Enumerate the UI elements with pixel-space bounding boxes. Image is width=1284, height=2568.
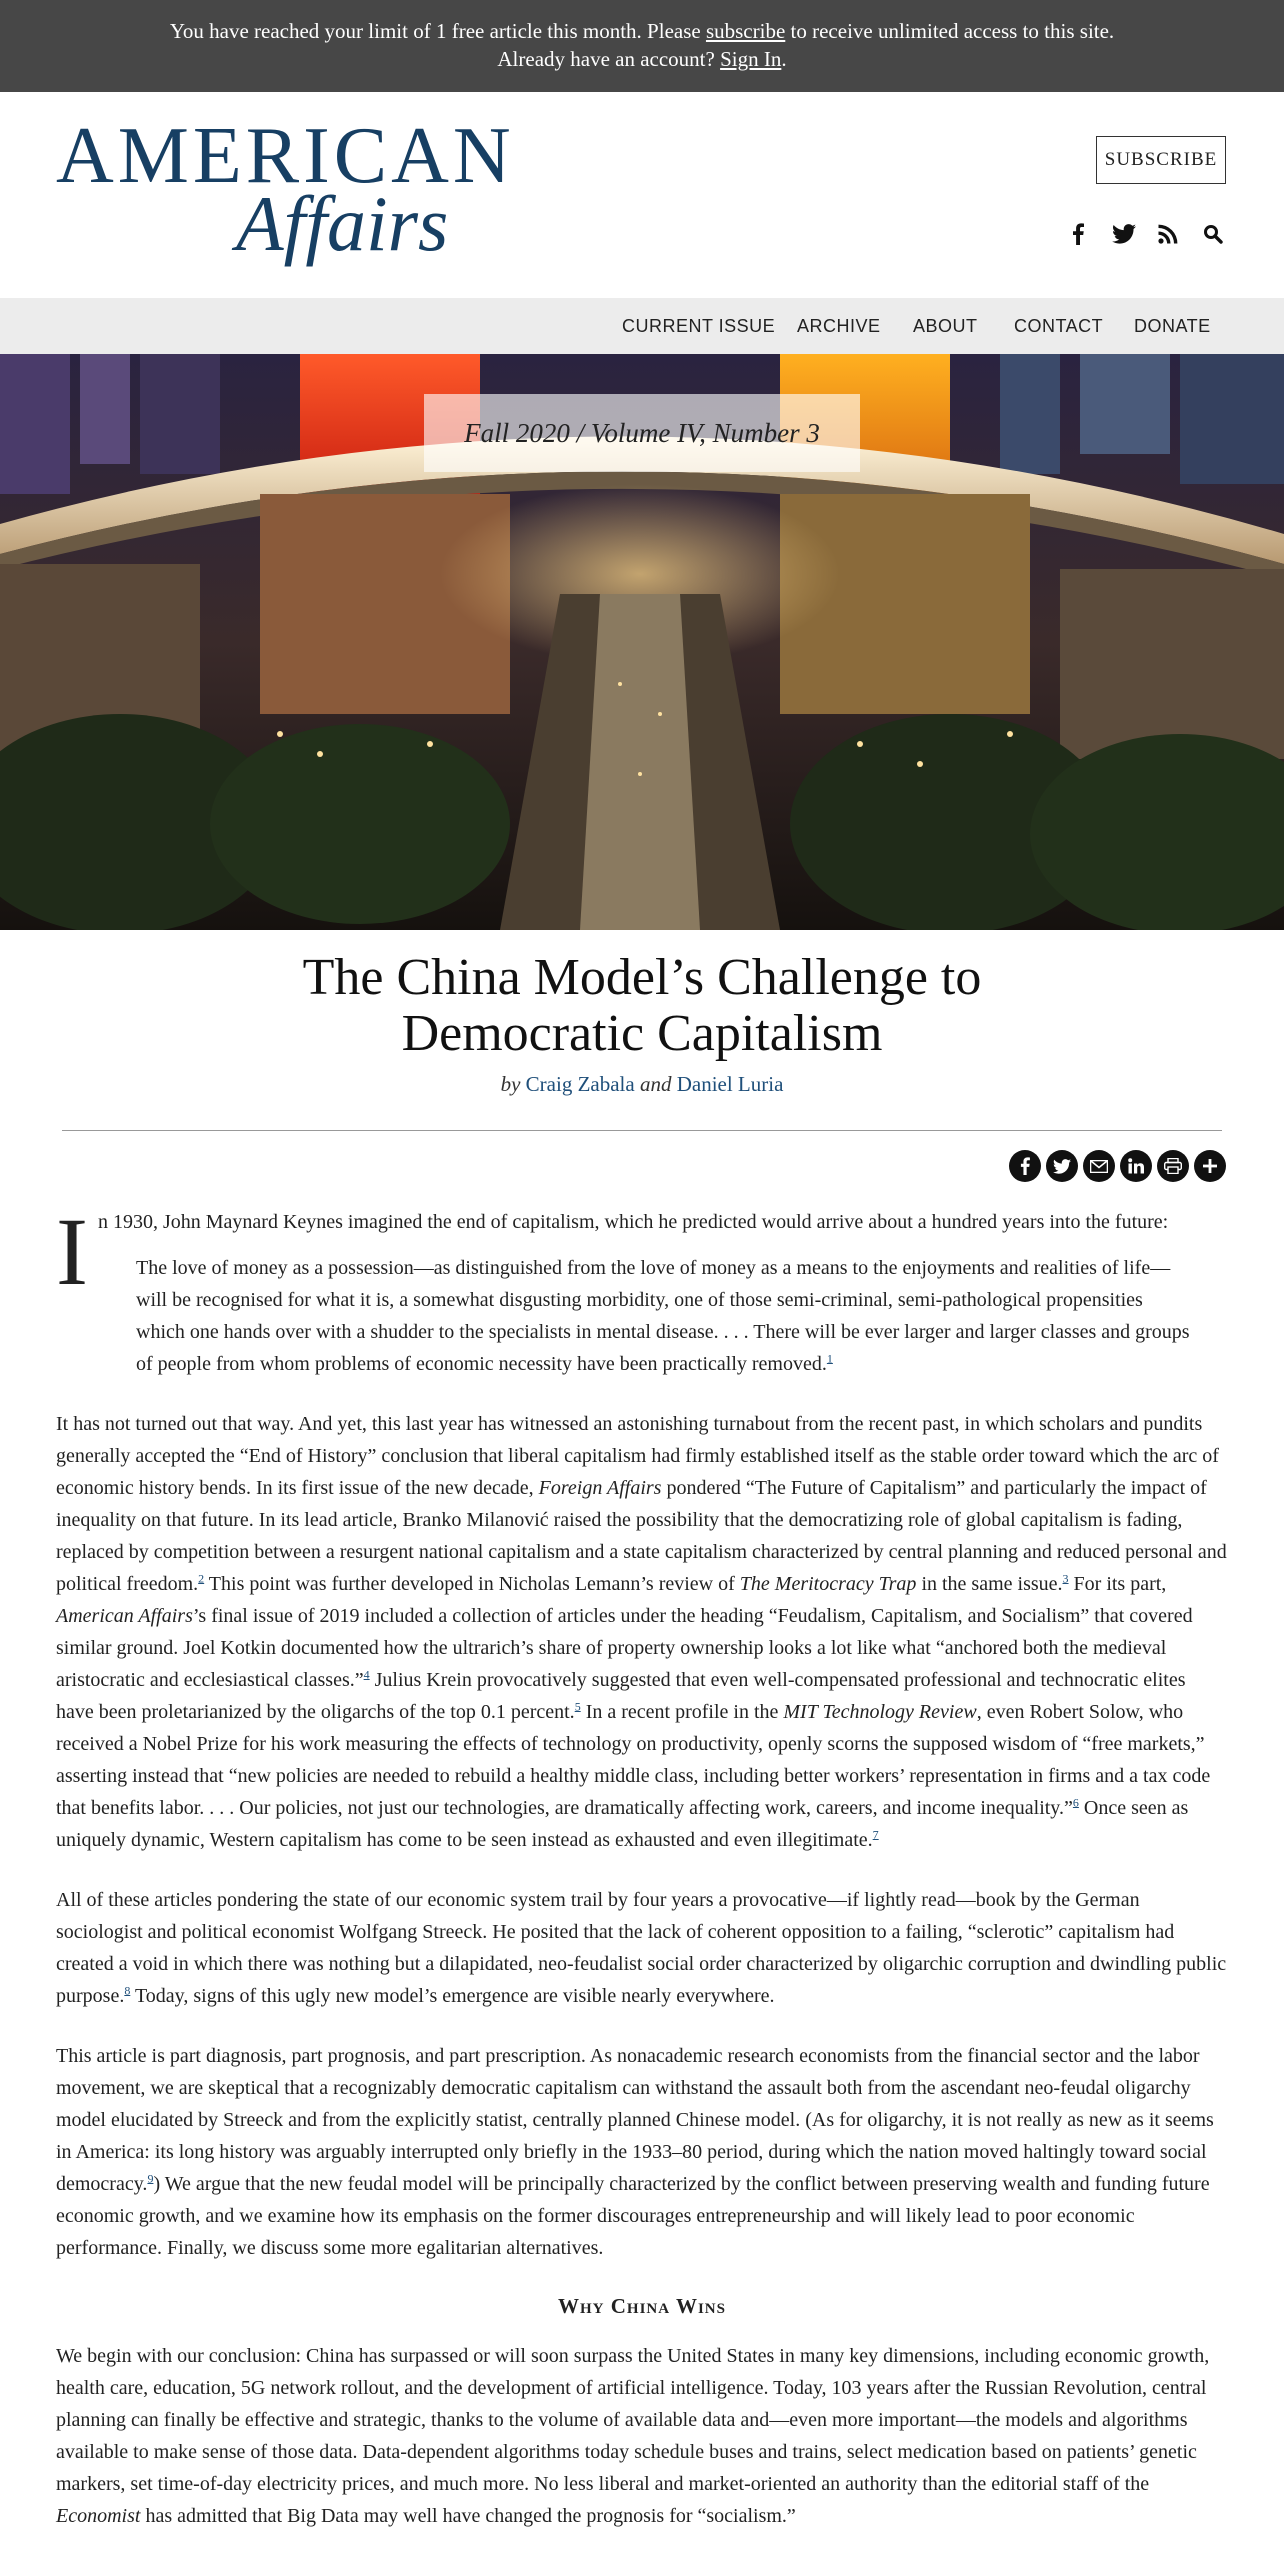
logo-line-2: Affairs [236, 180, 449, 267]
keynes-blockquote: The love of money as a possession—as distinguished from the love of money as a means to the enjoyments and realities of life—will be recognised for what it is, a somewhat disgusting morbidity, one of those semi-criminal, semi-pathological propensities which one hands over with a shudder to the specialists in mental disease. . . . There will be ever larger and larger classes and groups of people from whom problems of economic necessity have been practically removed.$^1$ [136, 1257, 1190, 1375]
article-title-line-2: Democratic Capitalism [401, 1005, 883, 1062]
article-paragraph-2: It has not turned out that way. And yet, this last year has witnessed an astonishing turnabout from the recent past, in which scholars and pundits generally accepted the “End of History” conclusion that liberal capitalism had firmly established itself as the stable order toward which the arc of economic history bends. In its first issue of the new decade, Foreign Affairs pondered “The Future of Capitalism” and particularly the impact of inequality on that future. In its lead article, Branko Milanović raised the possibility that the democratizing role of global capitalism is fading, replaced by competition between a resurgent national capitalism and a state capitalism characterized by central planning and reduced personal and political freedom.$^2$ This point was further developed in Nicholas Lemann’s review of The Meritocracy Trap in the same issue.$^3$ For its part, American Affairs’s final issue of 2019 included a collection of articles under the heading “Feudalism, Capitalism, and Socialism” that covered similar ground. Joel Kotkin documented how the ultrarich’s share of property ownership looks a lot like what “anchored both the medieval aristocratic and ecclesiastical classes.”$^4$ Julius Krein provocatively suggested that even well-compensated professional and technocratic elites have been proletarianized by the oligarchs of the top 0.1 percent.$^5$ In a recent profile in the MIT Technology Review, even Robert Solow, who received a Nobel Prize for his work measuring the effects of technology on productivity, openly scorns the supposed wisdom of “free markets,” asserting instead that “new policies are needed to rebuild a healthy middle class, including better workers’ representation in firms and a tax code that benefits labor. . . . Our policies, not just our technologies, are dramatically affecting work, careers, and income inequality.”$^6$ Once seen as uniquely dynamic, Western capitalism has come to be seen instead as exhausted and even illegitimate.$^7$ [56, 1413, 1227, 1851]
footnote-link[interactable]: 5 [574, 1699, 581, 1714]
footnote-link[interactable]: 3 [1062, 1571, 1069, 1586]
article-body [56, 1198, 1228, 2532]
article-title-line-1: The China Model’s Challenge to [302, 949, 982, 1006]
title-divider [62, 1130, 1222, 1131]
hero-image [0, 354, 1284, 930]
share-print-icon[interactable] [1157, 1150, 1189, 1182]
subscribe-button[interactable]: SUBSCRIBE [1096, 136, 1226, 184]
share-twitter-icon[interactable] [1046, 1150, 1078, 1182]
drop-cap: I [56, 1198, 88, 1305]
article-title [0, 950, 1284, 1062]
author-link-2[interactable]: Daniel Luria [676, 1072, 784, 1096]
section-heading: Why China Wins [558, 2294, 726, 2318]
nav-item-current-issue[interactable]: CURRENT ISSUE [622, 316, 776, 336]
author-link-1[interactable]: Craig Zabala [525, 1072, 635, 1096]
share-linkedin-icon[interactable] [1120, 1150, 1152, 1182]
main-nav [0, 298, 1284, 354]
footnote-link[interactable]: 2 [198, 1571, 205, 1586]
nav-item-archive[interactable]: ARCHIVE [797, 316, 881, 336]
paywall-line-1: You have reached your limit of 1 free article this month. Please subscribe to receive unlimited access to this site. [169, 19, 1115, 43]
footnote-link[interactable]: 1 [826, 1351, 833, 1366]
site-header [0, 92, 1284, 298]
footnote-link[interactable]: 9 [147, 2171, 154, 2186]
article-paragraph-4: This article is part diagnosis, part prognosis, and part prescription. As nonacademic research economists from the financial sector and the labor movement, we are skeptical that a recognizably democratic capitalism can withstand the assault both from the ascendant neo-feudal oligarchy model elucidated by Streeck and from the explicitly statist, centrally planned Chinese model. (As for oligarchy, it is not really as new as it seems in America: its long history was arguably interrupted only briefly in the 1933–80 period, during which the nation moved haltingly toward social democracy.$^9$) We argue that the new feudal model will be principally characterized by the conflict between preserving wealth and funding future economic growth, and we examine how its emphasis on the former discourages entrepreneurship and will likely lead to poor economic performance. Finally, we discuss some more egalitarian alternatives. [56, 2045, 1214, 2259]
paywall-banner [0, 0, 1284, 92]
sign-in-link[interactable]: Sign In [720, 47, 782, 71]
intro-paragraph: In 1930, John Maynard Keynes imagined the end of capitalism, which he predicted would arrive about a hundred years into the future: [56, 1198, 1169, 1305]
nav-item-contact[interactable]: CONTACT [1014, 316, 1104, 336]
nav-item-donate[interactable]: DONATE [1134, 316, 1211, 336]
footnote-link[interactable]: 7 [872, 1827, 879, 1842]
article-paragraph-5: We begin with our conclusion: China has surpassed or will soon surpass the United States in many key dimensions, including economic growth, health care, education, 5G network rollout, and the development of artificial intelligence. Today, 103 years after the Russian Revolution, central planning can finally be effective and strategic, thanks to the volume of available data and—even more important—the models and algorithms available to make sense of those data. Data-dependent algorithms today schedule buses and trains, select medication based on patients’ genetic markers, set time-of-day electricity prices, and much more. No less liberal and market-oriented an authority than the editorial staff of the Economist has admitted that Big Data may well have changed the prognosis for “socialism.” [56, 2345, 1210, 2527]
share-email-icon[interactable] [1083, 1150, 1115, 1182]
subscribe-link[interactable]: subscribe [705, 19, 786, 43]
facebook-icon[interactable] [1064, 220, 1092, 248]
issue-label[interactable]: Fall 2020 / Volume IV, Number 3 [424, 394, 860, 472]
share-more-icon[interactable] [1194, 1150, 1226, 1182]
footnote-link[interactable]: 6 [1072, 1795, 1079, 1810]
rss-icon[interactable] [1154, 220, 1182, 248]
twitter-icon[interactable] [1110, 220, 1138, 248]
footnote-link[interactable]: 8 [124, 1983, 131, 1998]
footnote-link[interactable]: 4 [363, 1667, 370, 1682]
search-icon[interactable] [1199, 220, 1227, 248]
byline: by Craig Zabala and Daniel Luria [500, 1072, 784, 1096]
share-facebook-icon[interactable] [1009, 1150, 1041, 1182]
nav-item-about[interactable]: ABOUT [913, 316, 978, 336]
logo-line-1: AMERICAN [56, 112, 515, 200]
article-paragraph-3: All of these articles pondering the state of our economic system trail by four years a provocative—if lightly read—book by the German sociologist and political economist Wolfgang Streeck. He posited that the lack of coherent opposition to a failing, “sclerotic” capitalism had created a void in which there was nothing but a dilapidated, neo-feudalist social order characterized by oligarchic corruption and dwindling public purpose.$^8$ Today, signs of this ugly new model’s emergence are visible nearly everywhere. [56, 1889, 1227, 2007]
paywall-line-2: Already have an account? Sign In. [497, 47, 787, 71]
site-logo[interactable] [56, 112, 515, 267]
